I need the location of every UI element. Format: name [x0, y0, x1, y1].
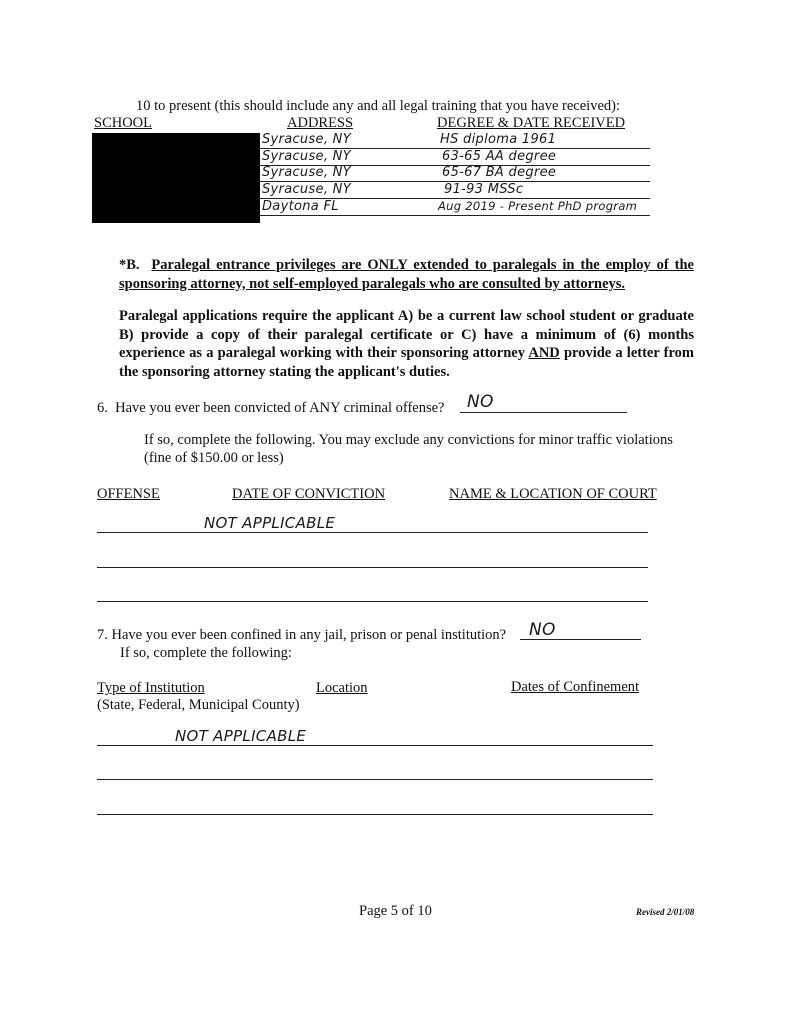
q7-answer[interactable]: NO	[529, 620, 556, 640]
col-location: Location	[316, 680, 368, 696]
notice-label: *B.	[119, 257, 140, 273]
question-7	[97, 626, 506, 644]
q6-line-3	[97, 601, 648, 602]
education-intro: 10 to present (this should include any and all legal training that you have received):	[136, 98, 620, 114]
col-offense: OFFENSE	[97, 486, 160, 502]
degree-row-4: 91-93 MSSc	[444, 182, 524, 197]
header-school: SCHOOL	[94, 115, 153, 131]
paralegal-requirements	[119, 307, 694, 381]
requirements-text-1: Paralegal applications require the applicant A) be a current law school student or graduate B) provide a copy of their paralegal certificate or C) have a minimum of (6) months experience as a paralegal working with their sponsoring attorney	[119, 308, 694, 361]
redaction-box	[92, 133, 260, 223]
q7-number: 7.	[97, 627, 108, 643]
q6-answer[interactable]: NO	[467, 392, 494, 412]
row-line	[258, 215, 650, 216]
col-court: NAME & LOCATION OF COURT	[449, 486, 657, 502]
q7-line-3	[97, 814, 653, 815]
q6-line-2	[97, 567, 648, 568]
requirements-text-2: provide a letter from the sponsoring attorney stating the applicant's duties.	[119, 345, 695, 380]
notice-text: Paralegal entrance privileges are ONLY extended to paralegals in the employ of the sponsoring attorney, not self-employed paralegals who are consulted by attorneys.	[119, 257, 694, 292]
q6-entry[interactable]: NOT APPLICABLE	[204, 514, 336, 532]
col-type-institution: Type of Institution	[97, 680, 205, 696]
q7-line-1	[97, 745, 653, 746]
q6-line-1	[97, 532, 648, 533]
requirements-and: AND	[528, 345, 560, 361]
address-row-2: Syracuse, NY	[262, 149, 351, 164]
address-row-4: Syracuse, NY	[262, 182, 351, 197]
header-degree: DEGREE & DATE RECEIVED	[437, 115, 626, 131]
q6-number: 6.	[97, 400, 108, 416]
q7-text: Have you ever been confined in any jail, prison or penal institution?	[111, 627, 507, 643]
degree-row-2: 63-65 AA degree	[442, 149, 557, 164]
address-row-1: Syracuse, NY	[262, 132, 351, 147]
q6-answer-line	[460, 412, 627, 413]
page-number: Page 5 of 10	[359, 903, 432, 919]
paralegal-notice	[119, 256, 694, 293]
address-row-3: Syracuse, NY	[262, 165, 351, 180]
q6-instructions: If so, complete the following. You may exclude any convictions for minor traffic violations (fine of $150.00 or less)	[144, 432, 673, 466]
address-row-5: Daytona FL	[262, 199, 339, 214]
col-date-conviction: DATE OF CONVICTION	[232, 486, 386, 502]
degree-row-3: 65-67 BA degree	[442, 165, 557, 180]
revised-date: Revised 2/01/08	[636, 907, 695, 917]
q7-instructions: If so, complete the following:	[120, 645, 292, 661]
q7-entry[interactable]: NOT APPLICABLE	[175, 727, 307, 745]
q6-text: Have you ever been convicted of ANY criminal offense?	[115, 400, 445, 416]
degree-row-5: Aug 2019 - Present PhD program	[438, 199, 638, 213]
q7-line-2	[97, 779, 653, 780]
col-type-subtitle: (State, Federal, Municipal County)	[97, 697, 300, 713]
degree-row-1: HS diploma 1961	[440, 132, 557, 147]
col-dates-confinement: Dates of Confinement	[511, 679, 640, 695]
header-address: ADDRESS	[287, 115, 354, 131]
question-6	[97, 399, 444, 417]
